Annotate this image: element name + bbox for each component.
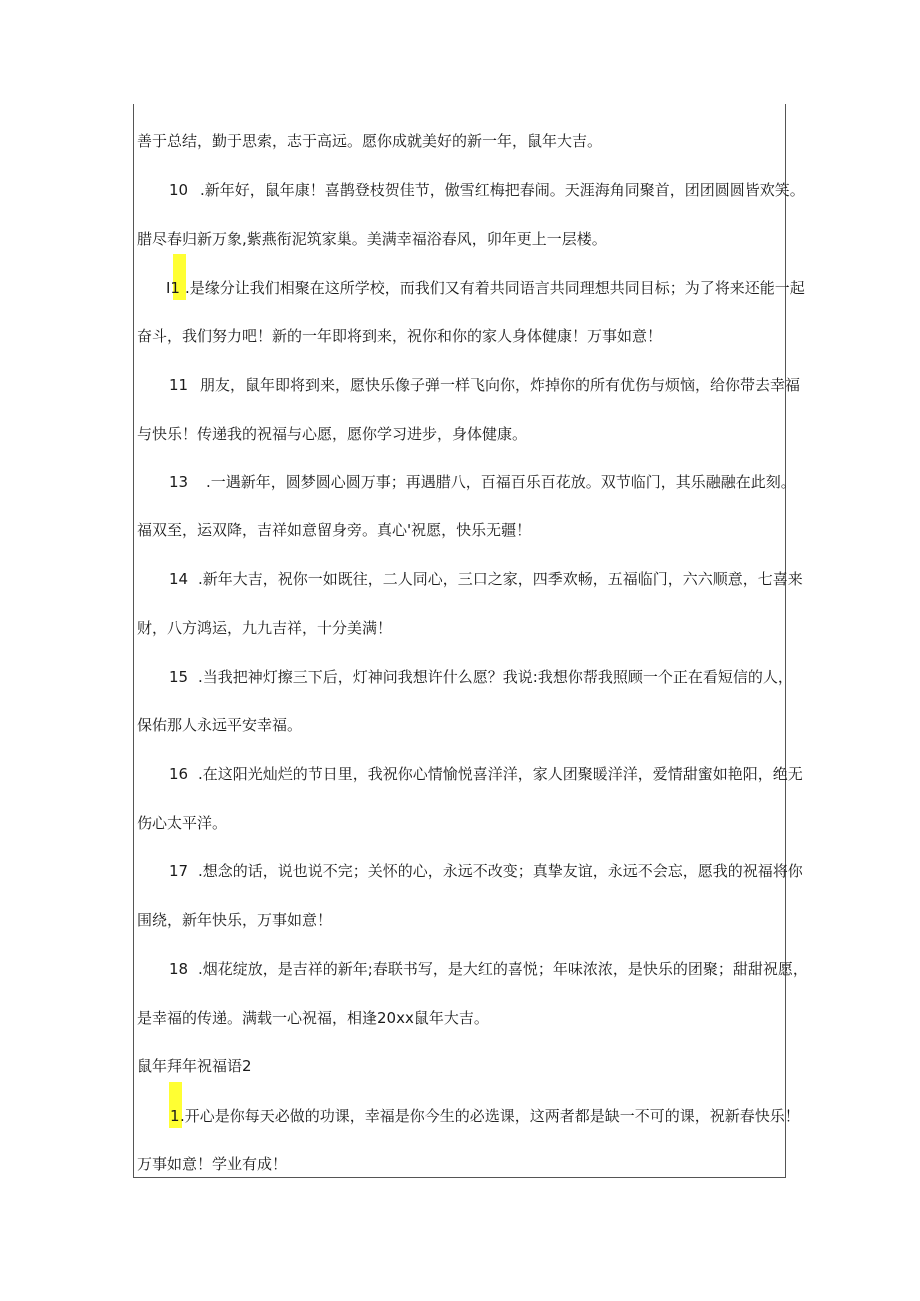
item-text-line2: 福双至，运双降，吉祥如意留身旁。真心'祝愿，快乐无疆！ <box>137 521 532 539</box>
item-number: 14 <box>169 570 189 588</box>
item-text-line1: .新年好，鼠年康！喜鹊登枝贺佳节，傲雪红梅把春闹。天涯海角同聚首，团团圆圆皆欢笑。 <box>200 181 805 199</box>
item-text-line2: 伤心太平洋。 <box>137 814 228 832</box>
item-number: 13 <box>169 473 189 491</box>
item-text-line2: 围绕，新年快乐，万事如意！ <box>137 911 333 929</box>
item-number: 1 <box>170 1107 180 1125</box>
item-text-line2: 是幸福的传递。满载一心祝福，相逢20xx鼠年大吉。 <box>137 1009 489 1027</box>
item-text-line1: .一遇新年，圆梦圆心圆万事；再遇腊八，百福百乐百花放。双节临门，其乐融融在此刻。 <box>206 473 796 491</box>
item-number: 11 <box>169 376 189 394</box>
item-text-line2: 财，八方鸿运，九九吉祥，十分美满！ <box>137 619 393 637</box>
item-text-line2: 保佑那人永远平安幸福。 <box>137 716 303 734</box>
item-number: 15 <box>169 668 189 686</box>
item-number: 17 <box>169 862 189 880</box>
item-text-line1: .新年大吉，祝你一如既往，二人同心，三口之家，四季欢畅，五福临门，六六顺意，七喜来 <box>198 570 803 588</box>
item-number: 10 <box>169 181 189 199</box>
item-text-line1: 朋友，鼠年即将到来，愿快乐像子弹一样飞向你，炸掉你的所有优伤与烦恼，给你带去幸福 <box>200 376 801 394</box>
item-text-line1: .烟花绽放，是吉祥的新年;春联书写，是大红的喜悦；年味浓浓，是快乐的团聚；甜甜祝愿， <box>198 960 808 978</box>
item-text-line1: .想念的话，说也说不完；关怀的心，永远不改变；真挚友谊，永远不会忘，愿我的祝福将你 <box>198 862 803 880</box>
item-text-line2: 与快乐！传递我的祝福与心愿，愿你学习进步，身体健康。 <box>137 425 528 443</box>
item-text-line2: 腊尽春归新万象,紫燕衔泥筑家巢。美满幸福浴春风，卯年更上一层楼。 <box>137 230 607 248</box>
item-text-line2: 奋斗，我们努力吧！新的一年即将到来，祝你和你的家人身体健康！万事如意！ <box>137 327 663 345</box>
item-text-line2: 万事如意！学业有成！ <box>137 1155 288 1173</box>
section-title: 鼠年拜年祝福语2 <box>137 1057 252 1075</box>
item-number: 18 <box>169 960 189 978</box>
item-text-line1: .当我把神灯擦三下后，灯神问我想许什么愿？我说:我想你帮我照顾一个正在看短信的人， <box>198 668 793 686</box>
item-text-line1: .在这阳光灿烂的节日里，我祝你心情愉悦喜洋洋，家人团聚暖洋洋，爱情甜蜜如艳阳，绝无 <box>198 765 803 783</box>
item-number: I1 <box>166 279 180 297</box>
item-number: 16 <box>169 765 189 783</box>
intro-line: 善于总结，勤于思索，志于高远。愿你成就美好的新一年，鼠年大吉。 <box>137 132 603 150</box>
item-text-line1: .是缘分让我们相聚在这所学校，而我们又有着共同语言共同理想共同目标；为了将来还能一起 <box>185 279 805 297</box>
item-text-line1: .开心是你每天必做的功课，幸福是你今生的必选课，这两者都是缺一不可的课，祝新春快乐！ <box>180 1107 800 1125</box>
